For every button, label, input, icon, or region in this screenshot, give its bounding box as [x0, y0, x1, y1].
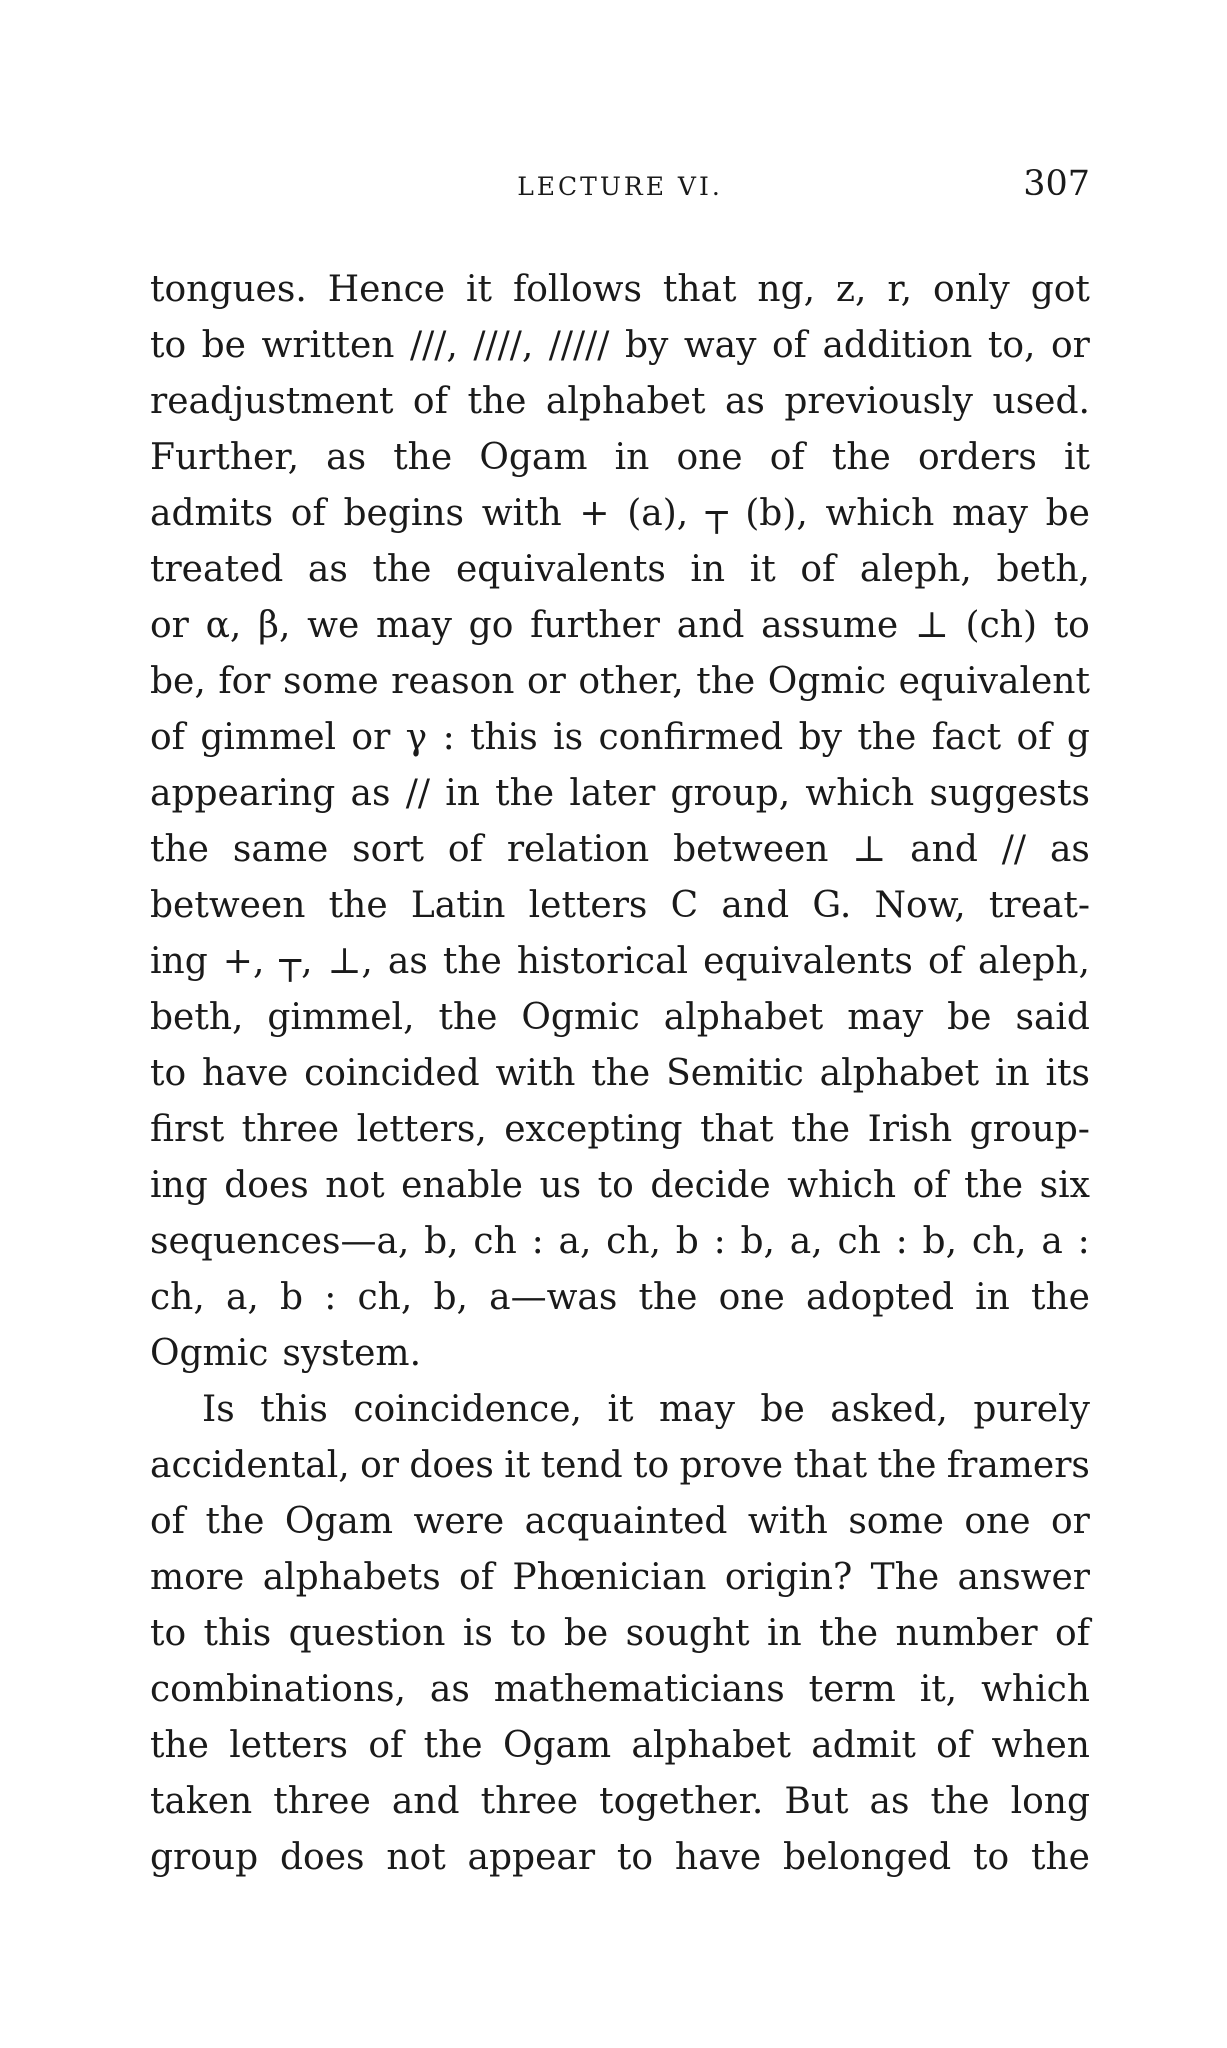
- text-line: Is this coincidence, it may be asked, purely: [202, 1389, 1090, 1430]
- text-line: first three letters, excepting that the Irish group-: [150, 1109, 1090, 1150]
- text-line: sequences—a, b, ch : a, ch, b : b, a, ch : b, ch, a :: [150, 1221, 1090, 1262]
- text-line: of the Ogam were acquainted with some one or: [150, 1501, 1090, 1542]
- text-line: more alphabets of Phœnician origin? The answer: [150, 1557, 1090, 1598]
- text-line: be, for some reason or other, the Ogmic equivalent: [150, 661, 1090, 702]
- text-line: group does not appear to have belonged to the: [150, 1837, 1090, 1878]
- running-head: LECTURE VI.: [517, 172, 723, 201]
- text-line: beth, gimmel, the Ogmic alphabet may be said: [150, 997, 1090, 1038]
- text-line: ing +, ┬, ⊥, as the historical equivalents of aleph,: [150, 941, 1090, 982]
- text-line: tongues. Hence it follows that ng, z, r, only got: [150, 269, 1090, 310]
- text-line: taken three and three together. But as the long: [150, 1781, 1090, 1822]
- text-line: ch, a, b : ch, b, a—was the one adopted in the: [150, 1277, 1090, 1318]
- text-line: admits of begins with + (a), ┬ (b), which may be: [150, 493, 1090, 534]
- text-line: treated as the equivalents in it of aleph, beth,: [150, 549, 1090, 590]
- text-line: between the Latin letters C and G. Now, treat-: [150, 885, 1090, 926]
- page-number: 307: [1023, 164, 1090, 204]
- text-line: Ogmic system.: [150, 1333, 422, 1374]
- text-line: accidental, or does it tend to prove that the framers: [150, 1445, 1090, 1486]
- text-line: the same sort of relation between ⊥ and // as: [150, 829, 1090, 870]
- text-line: the letters of the Ogam alphabet admit of when: [150, 1725, 1090, 1766]
- text-line: to have coincided with the Semitic alphabet in its: [150, 1053, 1090, 1094]
- text-line: to be written ///, ////, ///// by way of addition to, or: [150, 325, 1090, 366]
- text-line: to this question is to be sought in the number of: [150, 1613, 1090, 1654]
- text-line: Further, as the Ogam in one of the orders it: [150, 437, 1090, 478]
- text-line: ing does not enable us to decide which of the six: [150, 1165, 1090, 1206]
- text-line: readjustment of the alphabet as previously used.: [150, 381, 1090, 422]
- text-line: appearing as // in the later group, which suggests: [150, 773, 1090, 814]
- text-line: or α, β, we may go further and assume ⊥ (ch) to: [150, 605, 1090, 646]
- text-line: of gimmel or γ : this is confirmed by the fact of g: [150, 717, 1090, 758]
- body-text: [150, 262, 1090, 1886]
- page-header: [150, 158, 1090, 208]
- text-line: combinations, as mathematicians term it, which: [150, 1669, 1090, 1710]
